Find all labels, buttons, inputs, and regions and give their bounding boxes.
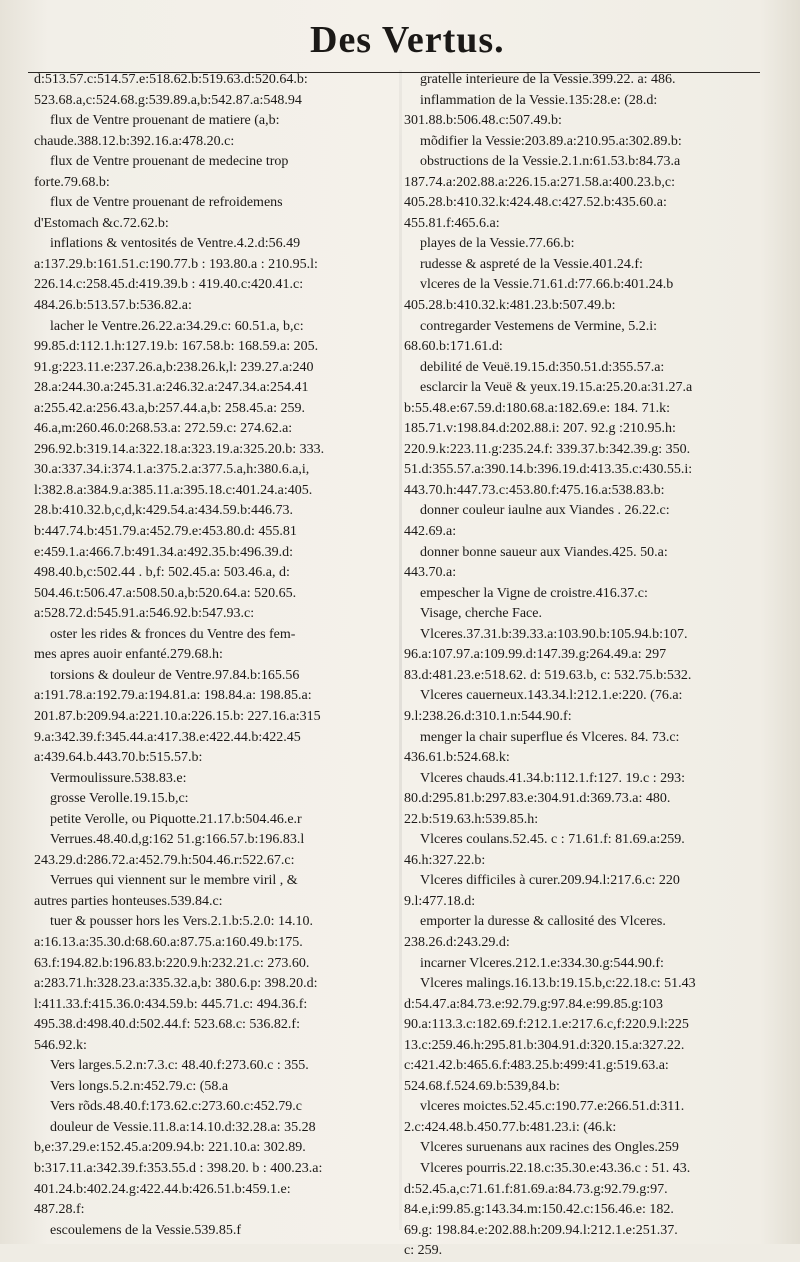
index-entry-line: Vlceres suruenans aux racines des Ongles.259 xyxy=(420,1140,679,1156)
index-entry-line: 405.28.b:410.32.k:481.23.b:507.49.b: xyxy=(404,298,616,314)
column-gutter xyxy=(399,70,402,1230)
index-entry-line: 13.c:259.46.h:295.81.b:304.91.d:320.15.a:327.22. xyxy=(404,1037,685,1053)
index-entry-line: inflammation de la Vessie.135:28.e: (28.d: xyxy=(420,92,658,108)
index-entry-line: 46.h:327.22.b: xyxy=(404,852,486,868)
index-entry-line: 22.b:519.63.h:539.85.h: xyxy=(404,811,539,827)
index-entry-line: a:191.78.a:192.79.a:194.81.a: 198.84.a: 198.85.a: xyxy=(34,688,312,704)
index-entry-line: Vlceres.37.31.b:39.33.a:103.90.b:105.94.b:107. xyxy=(420,626,688,642)
index-entry-line: douleur de Vessie.11.8.a:14.10.d:32.28.a: 35.28 xyxy=(50,1119,316,1135)
index-entry-line: 80.d:295.81.b:297.83.e:304.91.d:369.73.a: 480. xyxy=(404,791,671,807)
index-entry-line: Verrues qui viennent sur le membre viril , & xyxy=(50,873,298,889)
index-entry-line: 238.26.d:243.29.d: xyxy=(404,934,510,950)
index-entry-line: Vermoulissure.538.83.e: xyxy=(50,770,187,786)
index-entry-line: b:317.11.a:342.39.f:353.55.d : 398.20. b : 400.23.a: xyxy=(34,1160,323,1176)
left-column xyxy=(34,70,399,1240)
index-entry-line: 9.l:477.18.d: xyxy=(404,893,476,909)
index-entry-line: 484.26.b:513.57.b:536.82.a: xyxy=(34,298,192,314)
index-entry-line: mõdifier la Vessie:203.89.a:210.95.a:302.89.b: xyxy=(420,133,682,149)
index-entry-line: 436.61.b:524.68.k: xyxy=(404,750,510,766)
index-entry-line: 83.d:481.23.e:518.62. d: 519.63.b, c: 532.75.b:532. xyxy=(404,667,692,683)
index-entry-line: Vlceres malings.16.13.b:19.15.b,c:22.18.c: 51.43 xyxy=(420,976,696,992)
index-entry-line: mes apres auoir enfanté.279.68.h: xyxy=(34,647,223,663)
right-column xyxy=(404,70,772,1259)
index-entry-line: 301.88.b:506.48.c:507.49.b: xyxy=(404,113,562,129)
index-entry-line: donner bonne saueur aux Viandes.425. 50.a: xyxy=(420,544,668,560)
index-entry-line: inflations & ventosités de Ventre.4.2.d:56.49 xyxy=(50,236,301,252)
index-entry-line: empescher la Vigne de croistre.416.37.c: xyxy=(420,585,648,601)
index-entry-line: 28.b:410.32.b,c,d,k:429.54.a:434.59.b:446.73. xyxy=(34,503,293,519)
index-entry-line: 68.60.b:171.61.d: xyxy=(404,339,503,355)
index-entry-line: l:382.8.a:384.9.a:385.11.a:395.18.c:401.24.a:405. xyxy=(34,482,313,498)
index-entry-line: 9.a:342.39.f:345.44.a:417.38.e:422.44.b:422.45 xyxy=(34,729,301,745)
index-entry-line: d:54.47.a:84.73.e:92.79.g:97.84.e:99.85.g:103 xyxy=(404,996,663,1012)
index-entry-line: 187.74.a:202.88.a:226.15.a:271.58.a:400.23.b,c: xyxy=(404,174,676,190)
index-entry-line: 243.29.d:286.72.a:452.79.h:504.46.r:522.67.c: xyxy=(34,852,295,868)
index-entry-line: obstructions de la Vessie.2.1.n:61.53.b:84.73.a xyxy=(420,154,681,170)
index-entry-line: 84.e,i:99.85.g:143.34.m:150.42.c:156.46.e: 182. xyxy=(404,1202,674,1218)
index-entry-line: Vers larges.5.2.n:7.3.c: 48.40.f:273.60.c : 355. xyxy=(50,1058,309,1074)
index-entry-line: 99.85.d:112.1.h:127.19.b: 167.58.b: 168.59.a: 205. xyxy=(34,339,319,355)
index-entry-line: d:52.45.a,c:71.61.f:81.69.a:84.73.g:92.79.g:97. xyxy=(404,1181,668,1197)
index-entry-line: 96.a:107.97.a:109.99.d:147.39.g:264.49.a: 297 xyxy=(404,647,667,663)
index-entry-line: Vlceres cauerneux.143.34.l:212.1.e:220. (76.a: xyxy=(420,688,683,704)
index-entry-line: d:513.57.c:514.57.e:518.62.b:519.63.d:520.64.b: xyxy=(34,72,308,87)
index-entry-line: flux de Ventre prouenant de medecine trop xyxy=(50,154,289,170)
index-entry-line: incarner Vlceres.212.1.e:334.30.g:544.90.f: xyxy=(420,955,664,971)
index-entry-line: Vers rõds.48.40.f:173.62.c:273.60.c:452.79.c xyxy=(50,1099,302,1115)
index-entry-line: oster les rides & fronces du Ventre des fem- xyxy=(50,626,296,642)
index-entry-line: 90.a:113.3.c:182.69.f:212.1.e:217.6.c,f:220.9.l:225 xyxy=(404,1017,689,1033)
index-entry-line: Verrues.48.40.d,g:162 51.g:166.57.b:196.83.l xyxy=(50,832,305,848)
index-entry-line: 405.28.b:410.32.k:424.48.c:427.52.b:435.60.a: xyxy=(404,195,667,211)
index-entry-line: 442.69.a: xyxy=(404,524,457,540)
page-header xyxy=(0,10,800,72)
index-entry-line: menger la chair superflue és Vlceres. 84. 73.c: xyxy=(420,729,680,745)
index-entry-line: 523.68.a,c:524.68.g:539.89.a,b:542.87.a:548.94 xyxy=(34,92,302,108)
index-entry-line: Vlceres pourris.22.18.c:35.30.e:43.36.c : 51. 43. xyxy=(420,1160,691,1176)
index-entry-line: 546.92.k: xyxy=(34,1037,87,1053)
index-entry-line: 91.g:223.11.e:237.26.a,b:238.26.k,l: 239.27.a:240 xyxy=(34,359,314,375)
index-entry-line: gratelle interieure de la Vessie.399.22. a: 486. xyxy=(420,72,676,87)
index-entry-line: 69.g: 198.84.e:202.88.h:209.94.l:212.1.e:251.37. xyxy=(404,1222,678,1238)
index-entry-line: a:528.72.d:545.91.a:546.92.b:547.93.c: xyxy=(34,606,255,622)
index-entry-line: 51.d:355.57.a:390.14.b:396.19.d:413.35.c:430.55.i: xyxy=(404,462,693,478)
index-entry-line: a:439.64.b.443.70.b:515.57.b: xyxy=(34,750,203,766)
index-entry-line: Visage, cherche Face. xyxy=(420,606,542,622)
index-entry-line: a:137.29.b:161.51.c:190.77.b : 193.80.a : 210.95.l: xyxy=(34,256,318,272)
index-entry-line: playes de la Vessie.77.66.b: xyxy=(420,236,575,252)
index-entry-line: Vers longs.5.2.n:452.79.c: (58.a xyxy=(50,1078,229,1094)
index-entry-line: 443.70.a: xyxy=(404,565,457,581)
index-entry-line: b:55.48.e:67.59.d:180.68.a:182.69.e: 184. 71.k: xyxy=(404,400,670,416)
index-entry-line: torsions & douleur de Ventre.97.84.b:165.56 xyxy=(50,667,300,683)
index-entry-line: tuer & pousser hors les Vers.2.1.b:5.2.0: 14.10. xyxy=(50,914,313,930)
index-entry-line: 2.c:424.48.b.450.77.b:481.23.i: (46.k: xyxy=(404,1119,617,1135)
index-entry-line: esclarcir la Veuë & yeux.19.15.a:25.20.a:31.27.a xyxy=(420,380,693,396)
index-entry-line: Vlceres difficiles à curer.209.94.l:217.6.c: 220 xyxy=(420,873,680,889)
index-entry-line: e:459.1.a:466.7.b:491.34.a:492.35.b:496.39.d: xyxy=(34,544,293,560)
index-entry-line: Vlceres coulans.52.45. c : 71.61.f: 81.69.a:259. xyxy=(420,832,685,848)
index-entry-line: a:255.42.a:256.43.a,b:257.44.a,b: 258.45.a: 259. xyxy=(34,400,306,416)
index-entry-line: d'Estomach &c.72.62.b: xyxy=(34,215,169,231)
index-entry-line: 9.l:238.26.d:310.1.n:544.90.f: xyxy=(404,708,572,724)
index-entry-line: 46.a,m:260.46.0:268.53.a: 272.59.c: 274.62.a: xyxy=(34,421,293,437)
index-entry-line: Vlceres chauds.41.34.b:112.1.f:127. 19.c : 293: xyxy=(420,770,686,786)
index-entry-line: c:421.42.b:465.6.f:483.25.b:499:41.g:519.63.a: xyxy=(404,1058,669,1074)
index-entry-line: autres parties honteuses.539.84.c: xyxy=(34,893,223,909)
index-entry-line: contregarder Vestemens de Vermine, 5.2.i: xyxy=(420,318,658,334)
index-entry-line: vlceres moictes.52.45.c:190.77.e:266.51.d:311. xyxy=(420,1099,685,1115)
index-entry-line: lacher le Ventre.26.22.a:34.29.c: 60.51.a, b,c: xyxy=(50,318,304,334)
index-entry-line: 443.70.h:447.73.c:453.80.f:475.16.a:538.83.b: xyxy=(404,482,665,498)
index-entry-line: vlceres de la Vessie.71.61.d:77.66.b:401.24.b xyxy=(420,277,674,293)
index-entry-line: rudesse & aspreté de la Vessie.401.24.f: xyxy=(420,256,643,272)
index-entry-line: 63.f:194.82.b:196.83.b:220.9.h:232.21.c: 273.60. xyxy=(34,955,310,971)
index-entry-line: 28.a:244.30.a:245.31.a:246.32.a:247.34.a:254.41 xyxy=(34,380,309,396)
page-title: Des Vertus. xyxy=(310,19,505,61)
index-entry-line: petite Verolle, ou Piquotte.21.17.b:504.46.e.r xyxy=(50,811,302,827)
index-entry-line: c: 259. xyxy=(404,1243,443,1259)
index-entry-line: flux de Ventre prouenant de refroidemens xyxy=(50,195,283,211)
index-entry-line: 226.14.c:258.45.d:419.39.b : 419.40.c:420.41.c: xyxy=(34,277,304,293)
index-entry-line: flux de Ventre prouenant de matiere (a,b: xyxy=(50,113,280,129)
index-entry-line: 185.71.v:198.84.d:202.88.i: 207. 92.g :210.95.h: xyxy=(404,421,676,437)
index-entry-line: donner couleur iaulne aux Viandes . 26.22.c: xyxy=(420,503,670,519)
index-entry-line: 495.38.d:498.40.d:502.44.f: 523.68.c: 536.82.f: xyxy=(34,1017,300,1033)
index-entry-line: forte.79.68.b: xyxy=(34,174,110,190)
index-entry-line: chaude.388.12.b:392.16.a:478.20.c: xyxy=(34,133,235,149)
index-entry-line: b:447.74.b:451.79.a:452.79.e:453.80.d: 455.81 xyxy=(34,524,297,540)
index-entry-line: 296.92.b:319.14.a:322.18.a:323.19.a:325.20.b: 333. xyxy=(34,441,325,457)
index-entry-line: 30.a:337.34.i:374.1.a:375.2.a:377.5.a,h:380.6.a,i, xyxy=(34,462,310,478)
index-entry-line: escoulemens de la Vessie.539.85.f xyxy=(50,1222,242,1238)
index-entry-line: l:411.33.f:415.36.0:434.59.b: 445.71.c: 494.36.f: xyxy=(34,996,308,1012)
index-entry-line: 201.87.b:209.94.a:221.10.a:226.15.b: 227.16.a:315 xyxy=(34,708,321,724)
index-entry-line: 487.28.f: xyxy=(34,1202,85,1218)
index-entry-line: grosse Verolle.19.15.b,c: xyxy=(50,791,189,807)
index-entry-line: 504.46.t:506.47.a:508.50.a,b:520.64.a: 520.65. xyxy=(34,585,297,601)
index-entry-line: 220.9.k:223.11.g:235.24.f: 339.37.b:342.39.g: 350. xyxy=(404,441,691,457)
index-entry-line: b,e:37.29.e:152.45.a:209.94.b: 221.10.a: 302.89. xyxy=(34,1140,306,1156)
index-entry-line: 401.24.b:402.24.g:422.44.b:426.51.b:459.1.e: xyxy=(34,1181,291,1197)
index-entry-line: 524.68.f.524.69.b:539,84.b: xyxy=(404,1078,560,1094)
index-entry-line: debilité de Veuë.19.15.d:350.51.d:355.57.a: xyxy=(420,359,665,375)
index-entry-line: emporter la duresse & callosité des Vlceres. xyxy=(420,914,666,930)
index-entry-line: 455.81.f:465.6.a: xyxy=(404,215,500,231)
index-entry-line: a:283.71.h:328.23.a:335.32.a,b: 380.6.p: 398.20.d: xyxy=(34,976,318,992)
index-entry-line: a:16.13.a:35.30.d:68.60.a:87.75.a:160.49.b:175. xyxy=(34,934,303,950)
index-entry-line: 498.40.b,c:502.44 . b,f: 502.45.a: 503.46.a, d: xyxy=(34,565,290,581)
